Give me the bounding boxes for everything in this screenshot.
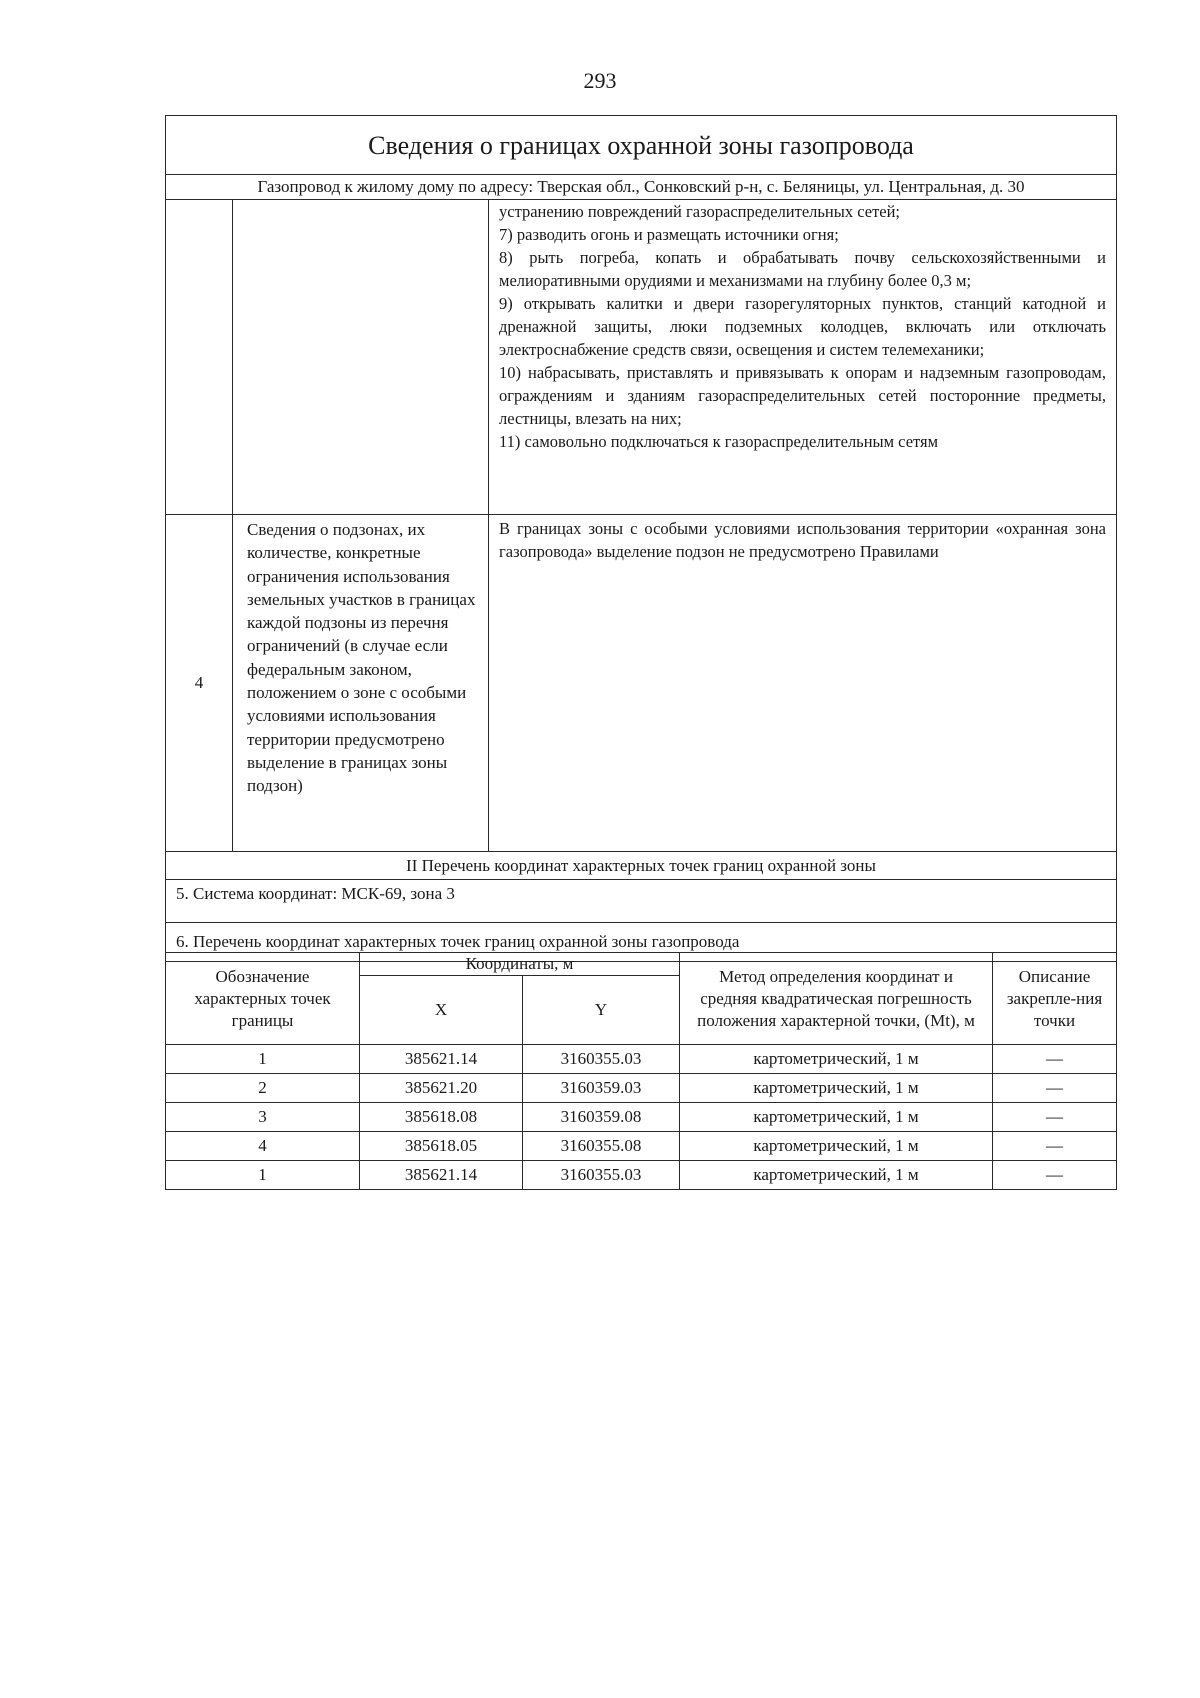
empty-name-cell bbox=[233, 200, 489, 515]
restriction-item: 8) рыть погреба, копать и обрабатывать почву сельскохозяйственными и мелиоративными орудиями и механизмами на глубину более 0,3 м; bbox=[499, 248, 1106, 290]
table-row bbox=[166, 1132, 1117, 1161]
point-cell: 4 bbox=[166, 1132, 360, 1161]
coordinate-system: 5. Система координат: МСК-69, зона 3 bbox=[166, 880, 1117, 923]
restrictions-content bbox=[489, 200, 1117, 515]
restriction-item: 11) самовольно подключаться к газораспределительным сетям bbox=[499, 432, 939, 451]
y-cell: 3160355.08 bbox=[523, 1132, 680, 1161]
point-cell: 2 bbox=[166, 1074, 360, 1103]
x-cell: 385621.20 bbox=[360, 1074, 523, 1103]
gas-pipeline-address: Газопровод к жилому дому по адресу: Тверская обл., Сонковский р-н, с. Беляницы, ул. Центральная, д. 30 bbox=[166, 175, 1117, 200]
point-cell: 1 bbox=[166, 1161, 360, 1190]
coordinates-table bbox=[165, 952, 1117, 1190]
row-number: 4 bbox=[166, 515, 233, 852]
restriction-item: 10) набрасывать, приставлять и привязывать к опорам и надземным газопроводам, ограждениям и зданиям газораспределительных сетей посторонние предметы, лестницы, влезать на них; bbox=[499, 363, 1106, 428]
y-cell: 3160359.08 bbox=[523, 1103, 680, 1132]
empty-number-cell bbox=[166, 200, 233, 515]
y-cell: 3160355.03 bbox=[523, 1161, 680, 1190]
header-method: Метод определения координат и средняя квадратическая погрешность положения характерной точки, (Mt), м bbox=[680, 953, 993, 1045]
page-number: 293 bbox=[583, 68, 617, 93]
subzone-info: В границах зоны с особыми условиями использования территории «охранная зона газопровода» выделение подзон не предусмотрено Правилами bbox=[499, 519, 1106, 561]
restrictions-continued-row bbox=[166, 200, 1117, 515]
method-cell: картометрический, 1 м bbox=[680, 1045, 993, 1074]
header-coords: Координаты, м bbox=[360, 953, 680, 976]
table-row bbox=[166, 1103, 1117, 1132]
header-description: Описание закрепле-ния точки bbox=[993, 953, 1117, 1045]
restriction-item: 7) разводить огонь и размещать источники огня; bbox=[499, 225, 839, 244]
x-cell: 385621.14 bbox=[360, 1161, 523, 1190]
row-content bbox=[489, 515, 1117, 852]
point-cell: 1 bbox=[166, 1045, 360, 1074]
method-cell: картометрический, 1 м bbox=[680, 1132, 993, 1161]
header-y: Y bbox=[523, 976, 680, 1045]
header-x: X bbox=[360, 976, 523, 1045]
description-cell: — bbox=[993, 1161, 1117, 1190]
description-cell: — bbox=[993, 1103, 1117, 1132]
row-4 bbox=[166, 515, 1117, 852]
description-cell: — bbox=[993, 1074, 1117, 1103]
method-cell: картометрический, 1 м bbox=[680, 1074, 993, 1103]
restriction-item: устранению повреждений газораспределительных сетей; bbox=[499, 202, 901, 221]
coordinate-list-title: 6. Перечень координат характерных точек границ охранной зоны газопровода bbox=[166, 923, 1117, 962]
x-cell: 385618.05 bbox=[360, 1132, 523, 1161]
row-name: Сведения о подзонах, их количестве, конкретные ограничения использования земельных участков в границах каждой подзоны из перечня ограничений (в случае если федеральным законом, положением о зоне с особыми условиями использования территории предусмотрено выделение в границах зоны подзон) bbox=[233, 515, 489, 852]
table-row bbox=[166, 1074, 1117, 1103]
header-point: Обозначение характерных точек границы bbox=[166, 953, 360, 1045]
table-row bbox=[166, 1161, 1117, 1190]
section-2-title: II Перечень координат характерных точек границ охранной зоны bbox=[166, 852, 1117, 880]
x-cell: 385621.14 bbox=[360, 1045, 523, 1074]
y-cell: 3160355.03 bbox=[523, 1045, 680, 1074]
document-title: Сведения о границах охранной зоны газопровода bbox=[166, 116, 1117, 175]
point-cell: 3 bbox=[166, 1103, 360, 1132]
x-cell: 385618.08 bbox=[360, 1103, 523, 1132]
zone-info-table bbox=[165, 115, 1117, 962]
method-cell: картометрический, 1 м bbox=[680, 1161, 993, 1190]
y-cell: 3160359.03 bbox=[523, 1074, 680, 1103]
description-cell: — bbox=[993, 1132, 1117, 1161]
method-cell: картометрический, 1 м bbox=[680, 1103, 993, 1132]
table-row bbox=[166, 1045, 1117, 1074]
description-cell: — bbox=[993, 1045, 1117, 1074]
restriction-item: 9) открывать калитки и двери газорегуляторных пунктов, станций катодной и дренажной защиты, люки подземных колодцев, включать или отключать электроснабжение средств связи, освещения и систем телемеханики; bbox=[499, 294, 1106, 359]
